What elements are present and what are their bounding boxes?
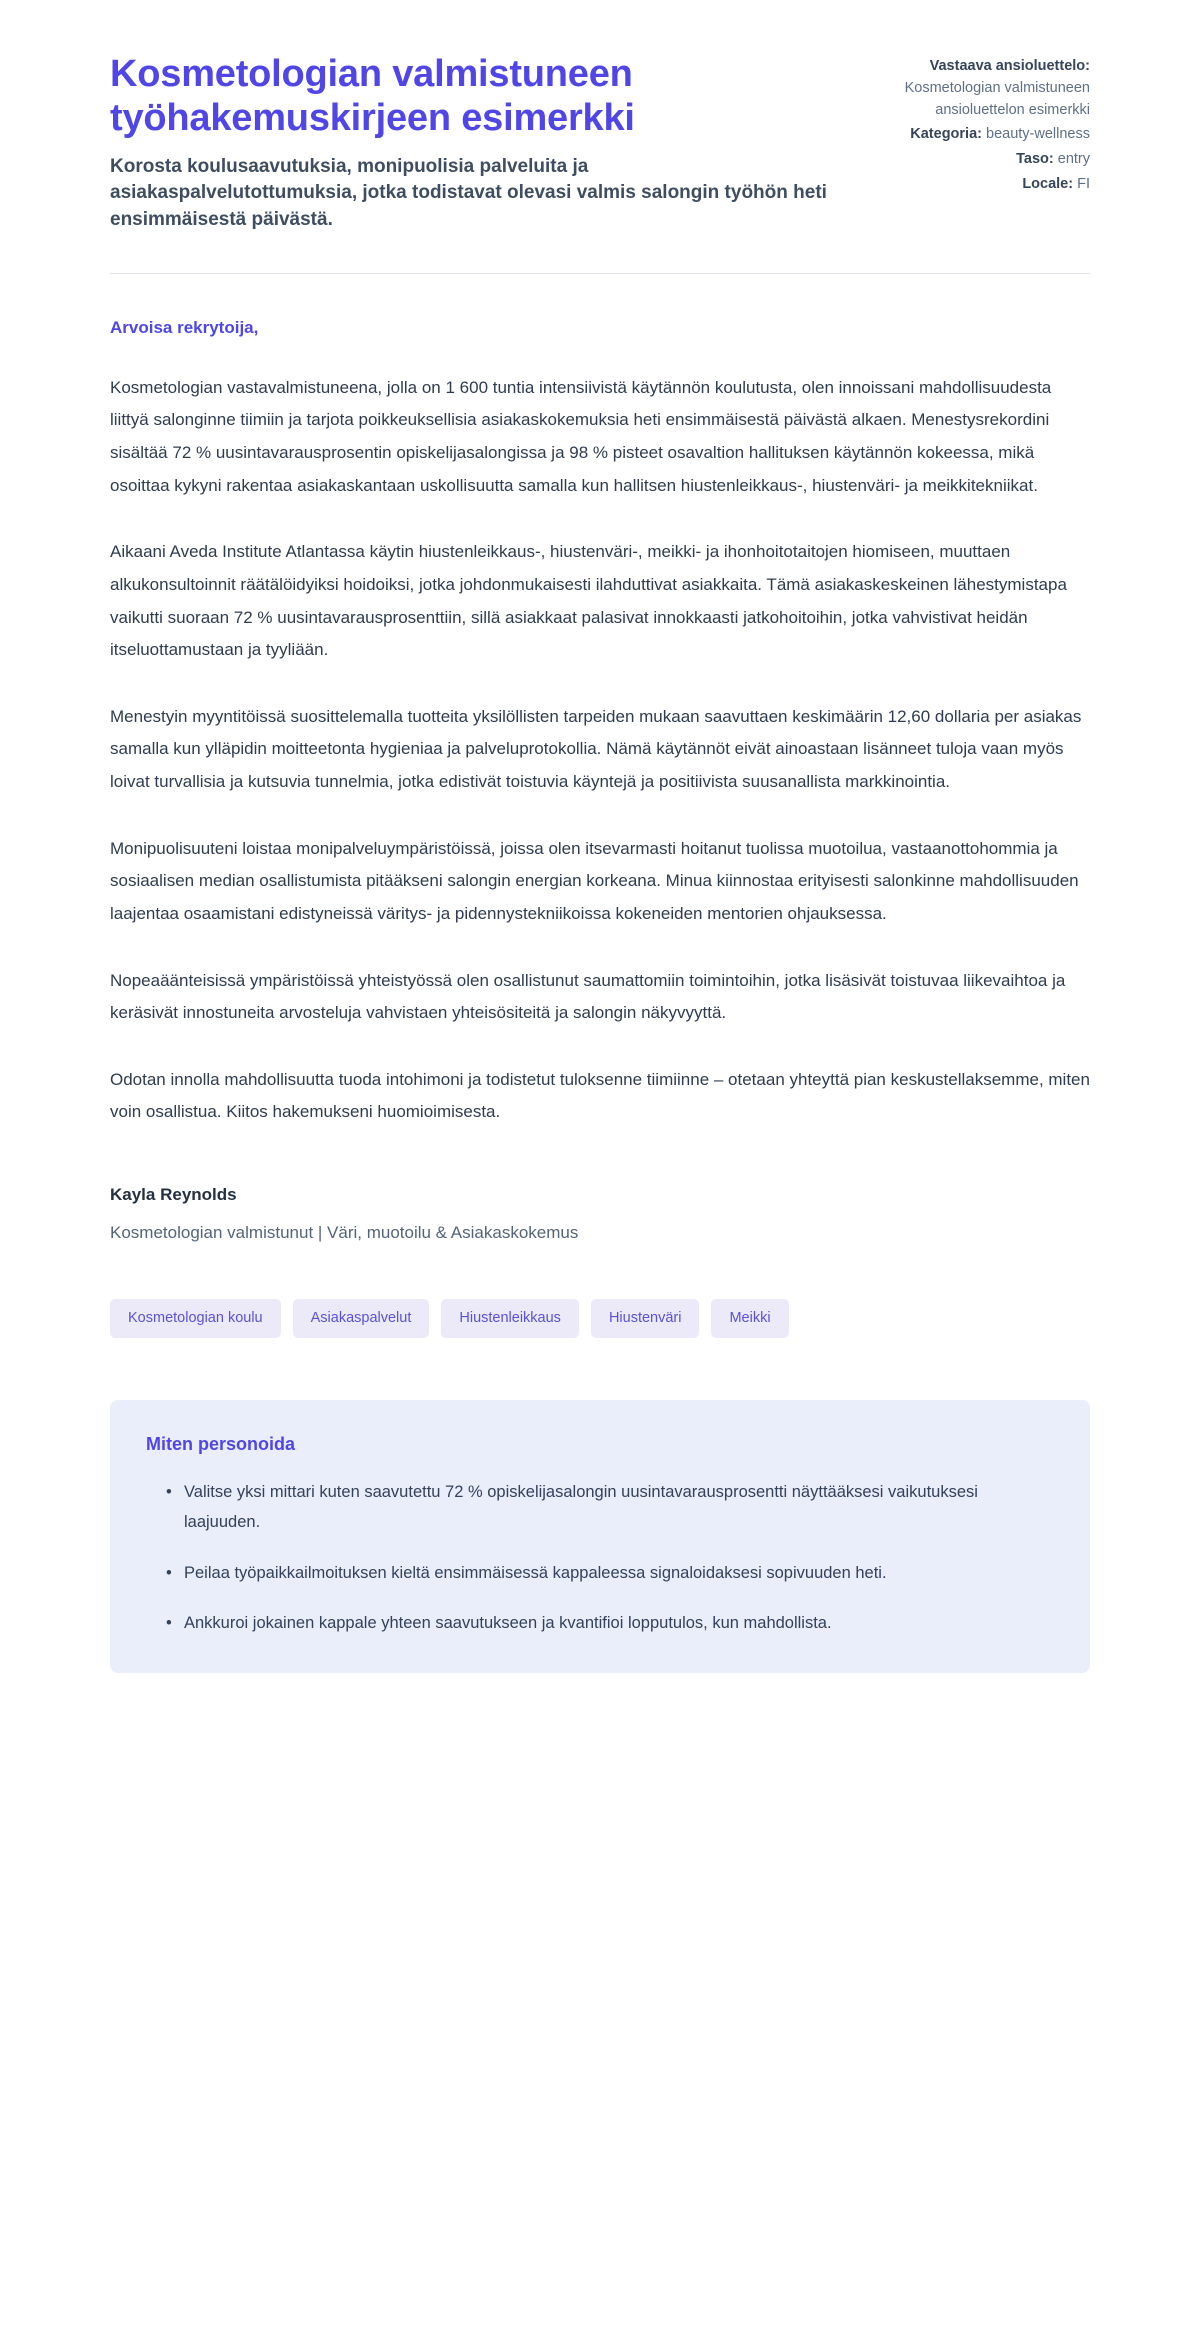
letter-paragraph: Kosmetologian vastavalmistuneena, jolla on 1 600 tuntia intensiivistä käytännön koulutusta, olen innoissani mahdollisuudesta liittyä salonginne tiimiin ja tarjota poikkeuksellisia asiakaskokemuksia heti ensimmäisestä päivästä alkaen. Menestysrekordini sisältää 72 % uusintavarausprosentin opiskelijasalongissa ja 98 % pisteet osavaltion hallituksen käytännön kokeessa, mikä osoittaa kykyni rakentaa asiakaskantaan uskollisuutta samalla kun hallitsen hiustenleikkaus-, hiustenväri- ja meikkitekniikat.	[110, 377, 1052, 495]
page-header	[0, 0, 1200, 233]
callout-tip-item	[166, 1477, 1054, 1538]
meta-level	[875, 149, 1090, 171]
personalization-callout	[110, 1400, 1090, 1673]
page-title: Kosmetologian valmistuneen työhakemuskirjeen esimerkki	[110, 53, 635, 140]
tag-chip[interactable]: Hiustenleikkaus	[441, 1299, 579, 1338]
signer-role: Kosmetologian valmistunut | Väri, muotoilu & Asiakaskokemus	[110, 1223, 579, 1243]
letter-paragraph: Menestyin myyntitöissä suosittelemalla tuotteita yksilöllisten tarpeiden mukaan saavuttaen keskimäärin 12,60 dollaria per asiakas samalla kun ylläpidin moitteetonta hygieniaa ja palveluprotokollia. Nämä käytännöt eivät ainoastaan lisänneet tuloja vaan myös loivat turvallisia ja kutsuvia tunnelmia, jotka edistivät toistuvia käyntejä ja positiivista suusanallista markkinointia.	[110, 706, 1082, 792]
callout-wrapper	[0, 1338, 1200, 1753]
tag-chip[interactable]: Hiustenväri	[591, 1299, 700, 1338]
letter-paragraph: Aikaani Aveda Institute Atlantassa käytin hiustenleikkaus-, hiustenväri-, meikki- ja ihonhoitotaitojen hiomiseen, muuttaen alkukonsultoinnit räätälöidyiksi hoidoiksi, jotka johdonmukaisesti ilahduttivat asiakkaita. Tämä asiakaskeskeinen lähestymistapa vaikutti suoraan 72 % uusintavarausprosenttiin, sillä asiakkaat palasivat innokkaasti jatkohoitoihin, jotka vahvistivat heidän itseluottamustaan ja tyyliään.	[110, 542, 1067, 660]
header-text-block	[110, 52, 835, 233]
meta-level-label: Taso:	[1016, 151, 1054, 167]
tag-list	[0, 1243, 1200, 1338]
signer-name: Kayla Reynolds	[110, 1185, 237, 1205]
meta-level-value: entry	[1057, 151, 1090, 167]
letter-body	[0, 274, 1200, 1129]
salutation: Arvoisa rekrytoija,	[110, 317, 259, 337]
callout-tip-list	[146, 1477, 1054, 1639]
callout-tip-text: Ankkuroi jokainen kappale yhteen saavutukseen ja kvantifioi lopputulos, kun mahdollista.	[184, 1614, 832, 1633]
document-metadata	[875, 52, 1090, 199]
callout-title: Miten personoida	[146, 1433, 296, 1454]
letter-paragraph: Monipuolisuuteni loistaa monipalveluympäristöissä, joissa olen itsevarmasti hoitanut tuolissa muotoilua, vastaanottohommia ja sosiaalisen median osallistumista pitääkseni salongin energian korkeana. Minua kiinnostaa erityisesti salonkinne mahdollisuuden laajentaa osaamistani edistyneissä väritys- ja pidennystekniikoissa kokeneiden mentorien ohjauksessa.	[110, 838, 1079, 923]
meta-category	[875, 124, 1090, 146]
meta-related-resume	[875, 56, 1090, 121]
callout-tip-text: Valitse yksi mittari kuten saavutettu 72 % opiskelijasalongin uusintavarausprosentti näyttääksesi vaikutuksesi laajuuden.	[184, 1482, 978, 1532]
tag-chip[interactable]: Kosmetologian koulu	[110, 1299, 281, 1338]
callout-tip-item	[166, 1608, 1054, 1639]
meta-category-value: beauty-wellness	[986, 126, 1090, 143]
meta-locale-value: FI	[1077, 175, 1090, 192]
meta-locale	[875, 174, 1090, 196]
bullet-icon: •	[166, 1614, 172, 1633]
letter-paragraph: Odotan innolla mahdollisuutta tuoda intohimoni ja todistetut tuloksenne tiimiinne – otetaan yhteyttä pian keskustellaksemme, miten voin osallistua. Kiitos hakemukseni huomioimisesta.	[110, 1069, 1090, 1122]
meta-related-resume-value: Kosmetologian valmistuneen ansioluettelon esimerkki	[904, 79, 1090, 118]
letter-paragraph: Nopeaäänteisissä ympäristöissä yhteistyössä olen osallistunut saumattomiin toimintoihin, jotka lisäsivät toistuvaa liikevaihtoa ja keräsivät innostuneita arvosteluja vahvistaen yhteisösiteitä ja salongin näkyvyyttä.	[110, 970, 1066, 1023]
meta-locale-label: Locale:	[1022, 175, 1074, 192]
signature-block	[0, 1163, 1200, 1243]
bullet-icon: •	[166, 1482, 172, 1501]
tag-chip[interactable]: Meikki	[711, 1299, 788, 1338]
callout-tip-text: Peilaa työpaikkailmoituksen kieltä ensimmäisessä kappaleessa signaloidaksesi sopivuuden heti.	[184, 1563, 887, 1582]
page-subtitle: Korosta koulusaavutuksia, monipuolisia palveluita ja asiakaspalvelutottumuksia, jotka todistavat olevasi valmis salongin työhön heti ensimmäisestä päivästä.	[110, 156, 827, 230]
meta-related-resume-label: Vastaava ansioluettelo:	[929, 58, 1090, 74]
callout-tip-item	[166, 1558, 1054, 1589]
letter-paragraphs	[110, 372, 1090, 1129]
meta-category-label: Kategoria:	[910, 126, 982, 143]
tag-chip[interactable]: Asiakaspalvelut	[293, 1299, 430, 1338]
bullet-icon: •	[166, 1563, 172, 1582]
